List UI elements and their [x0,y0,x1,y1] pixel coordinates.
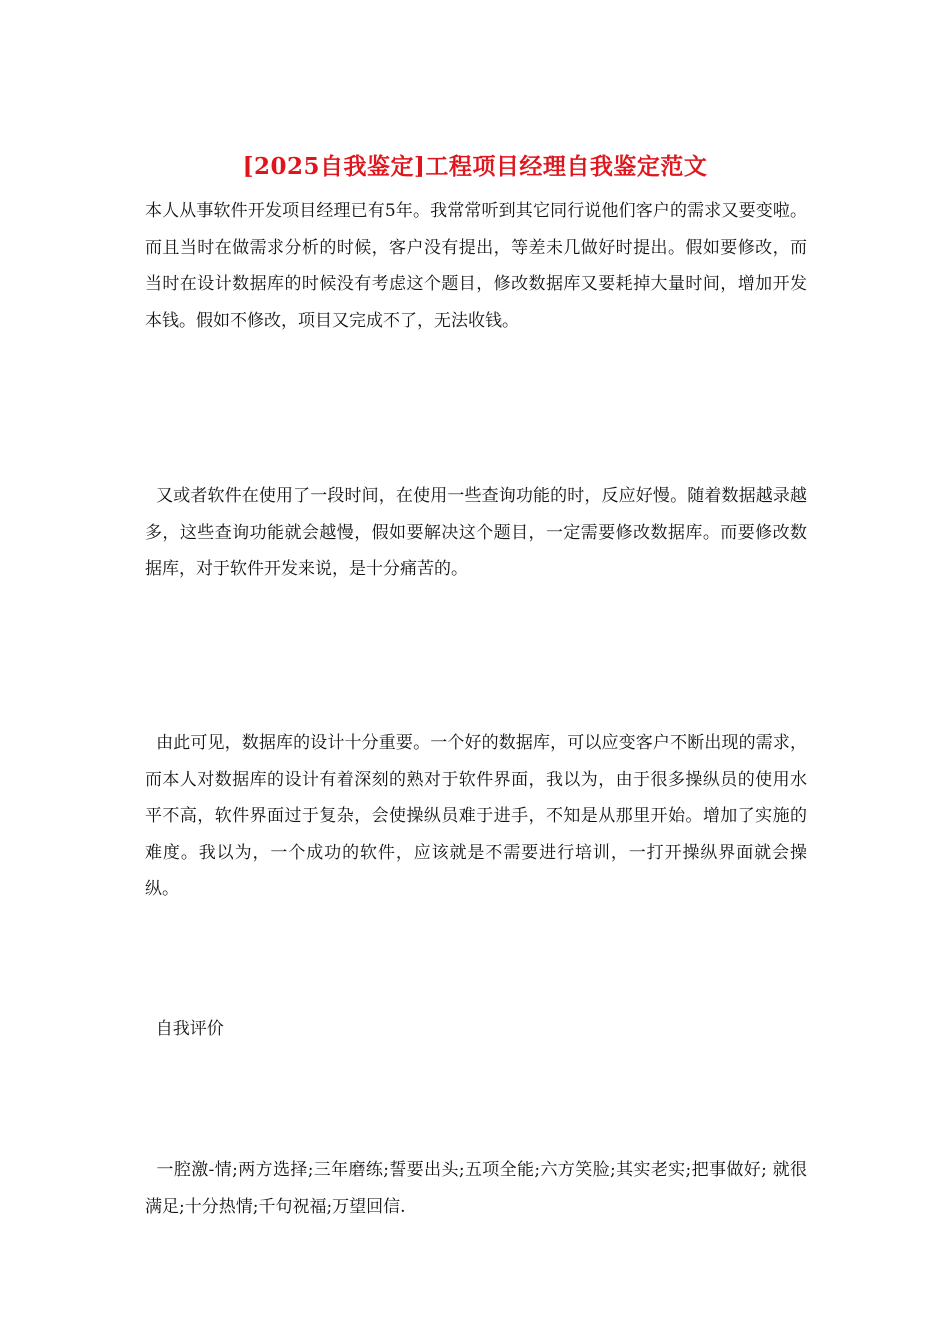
section-heading-self-evaluation: 自我评价 [145,1019,224,1039]
paragraph-database-design: 由此可见，数据库的设计十分重要。一个好的数据库，可以应变客户不断出现的需求，而本人对数据库的设计有着深刻的熟对于软件界面，我以为，由于很多操纵员的使用水平不高，软件界面过于复杂，会使操纵员难于进手，不知是从那里开始。增加了实施的难度。我以为，一个成功的软件，应该就是不需要进行培训，一打开操纵界面就会操纵。 [145,733,807,899]
document-title: [2025自我鉴定]工程项目经理自我鉴定范文 [242,153,708,180]
paragraph-intro: 本人从事软件开发项目经理已有5年。我常常听到其它同行说他们客户的需求又要变啦。而且当时在做需求分析的时候，客户没有提出，等差未几做好时提出。假如要修改，而当时在设计数据库的时候没有考虑这个题目，修改数据库又要耗掉大量时间，增加开发本钱。假如不修改，项目又完成不了，无法收钱。 [145,201,807,331]
paragraph-query-performance: 又或者软件在使用了一段时间，在使用一些查询功能的时，反应好慢。随着数据越录越多，这些查询功能就会越慢，假如要解决这个题目，一定需要修改数据库。而要修改数据库，对于软件开发来说，是十分痛苦的。 [145,486,807,579]
paragraph-self-evaluation: 一腔激-情;两方选择;三年磨练;誓要出头;五项全能;六方笑脸;其实老实;把事做好; 就很满足;十分热情;千句祝福;万望回信. [145,1160,807,1217]
